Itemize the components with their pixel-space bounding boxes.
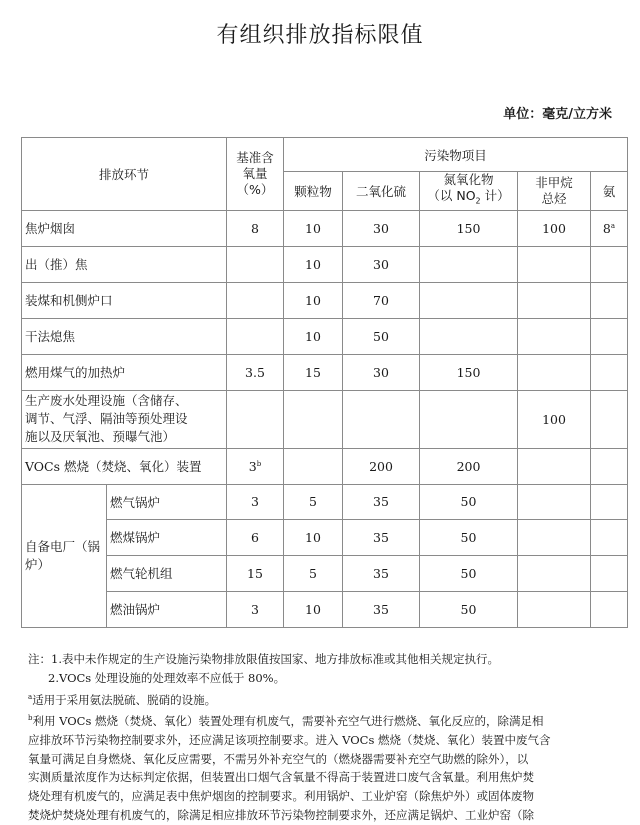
cell-oxygen: 6 <box>227 519 284 555</box>
row-name: 燃煤锅炉 <box>107 519 227 555</box>
cell-nox: 200 <box>420 448 518 484</box>
cell-pm <box>284 390 343 448</box>
cell-nox: 50 <box>420 591 518 627</box>
cell-nh3 <box>591 484 628 519</box>
col-nmhc-header <box>518 172 591 211</box>
row-name: 燃油锅炉 <box>107 591 227 627</box>
cell-nox <box>420 390 518 448</box>
row-name: 燃用煤气的加热炉 <box>22 354 227 390</box>
cell-so2: 200 <box>343 448 420 484</box>
table-row <box>22 354 628 390</box>
table-row <box>22 519 628 555</box>
cell-oxygen: 3.5 <box>227 354 284 390</box>
cell-nmhc <box>518 448 591 484</box>
unit-label: 单位：毫克/立方米 <box>503 107 612 122</box>
cell-oxygen: 3 <box>227 591 284 627</box>
oxygen-header-line1: 基准含 <box>236 149 274 165</box>
cell-pm: 10 <box>284 210 343 246</box>
table-row <box>22 210 628 246</box>
process-header: 排放环节 <box>22 138 227 211</box>
cell-so2: 30 <box>343 246 420 282</box>
cell-nox: 50 <box>420 555 518 591</box>
oxygen-header-line2: 氧量 <box>242 165 268 181</box>
cell-nh3: 8$^a$ <box>591 210 628 246</box>
cell-pm: 10 <box>284 519 343 555</box>
footnote-b-line: 氧量可满足自身燃烧、氧化反应需要，不需另外补充空气的（燃烧器需要补充空气助燃的除外），以 <box>28 751 529 766</box>
row-name-line: 施以及厌氧池、预曝气池） <box>25 429 176 444</box>
nmhc-header-line2: 总烃 <box>541 190 567 206</box>
footnote-b-line: 烧处理有机废气的，应满足表中焦炉烟囱的控制要求。利用锅炉、工业炉窑（除焦炉外）或固体废物 <box>28 789 534 804</box>
footnote-b-line: $^b$利用 VOCs 燃烧（焚烧、氧化）装置处理有机废气，需要补充空气进行燃烧、氧化反应的，除满足相 <box>28 714 544 729</box>
cell-nh3 <box>591 354 628 390</box>
table-row <box>22 246 628 282</box>
cell-nh3 <box>591 555 628 591</box>
cell-pm <box>284 448 343 484</box>
row-name: 装煤和机侧炉口 <box>22 282 227 318</box>
cell-oxygen <box>227 318 284 354</box>
cell-oxygen: 3 <box>227 484 284 519</box>
cell-nh3 <box>591 519 628 555</box>
header-row <box>22 138 628 172</box>
cell-nmhc <box>518 519 591 555</box>
nox-header-line1: 氮氧化物 <box>443 172 494 187</box>
table-row <box>22 390 628 448</box>
cell-nmhc <box>518 282 591 318</box>
cell-nh3 <box>591 282 628 318</box>
row-name: 干法熄焦 <box>22 318 227 354</box>
row-name: 焦炉烟囱 <box>22 210 227 246</box>
cell-nox <box>420 282 518 318</box>
row-name-line: 调节、气浮、隔油等预处理设 <box>25 411 188 426</box>
note-2: 2.VOCs 处理设施的处理效率不应低于 80%。 <box>48 670 286 685</box>
cell-so2: 35 <box>343 555 420 591</box>
cell-nox: 50 <box>420 519 518 555</box>
cell-nmhc: 100 <box>518 390 591 448</box>
col-so2-header: 二氧化硫 <box>343 172 420 211</box>
nmhc-header-line1: 非甲烷 <box>535 174 573 190</box>
power-group-name <box>22 484 107 627</box>
cell-pm: 15 <box>284 354 343 390</box>
col-pm-header: 颗粒物 <box>284 172 343 211</box>
col-nh3-header: 氨 <box>591 172 628 211</box>
cell-nox <box>420 318 518 354</box>
cell-oxygen: 15 <box>227 555 284 591</box>
cell-nmhc <box>518 591 591 627</box>
cell-so2 <box>343 390 420 448</box>
table-row <box>22 555 628 591</box>
cell-so2: 35 <box>343 484 420 519</box>
cell-nh3 <box>591 318 628 354</box>
cell-oxygen: 3$^b$ <box>227 448 284 484</box>
cell-so2: 70 <box>343 282 420 318</box>
footnote-b-line: 实测质量浓度作为达标判定依据，但装置出口烟气含氧量不得高于装置进口废气含氧量。利用焦炉焚 <box>28 770 534 785</box>
cell-oxygen <box>227 246 284 282</box>
cell-pm: 10 <box>284 282 343 318</box>
cell-nh3 <box>591 591 628 627</box>
cell-oxygen: 8 <box>227 210 284 246</box>
cell-pm: 5 <box>284 484 343 519</box>
row-name <box>22 390 227 448</box>
table-row <box>22 484 628 519</box>
power-group-line: 自备电厂（锅 <box>25 538 101 554</box>
power-group-line: 炉） <box>25 556 51 572</box>
cell-nmhc <box>518 318 591 354</box>
cell-nmhc <box>518 484 591 519</box>
pollutants-header: 污染物项目 <box>284 138 628 172</box>
cell-so2: 35 <box>343 591 420 627</box>
cell-pm: 10 <box>284 246 343 282</box>
cell-so2: 50 <box>343 318 420 354</box>
cell-nh3 <box>591 390 628 448</box>
nox-header-line2: （以 $NO_2$ 计） <box>427 188 510 206</box>
table-row <box>22 282 628 318</box>
table-row <box>22 591 628 627</box>
footnote-a: $^a$适用于采用氨法脱硫、脱硝的设施。 <box>28 692 217 707</box>
cell-nh3 <box>591 448 628 484</box>
cell-oxygen <box>227 390 284 448</box>
row-name: 燃气轮机组 <box>107 555 227 591</box>
cell-nox: 150 <box>420 354 518 390</box>
oxygen-header <box>227 138 284 211</box>
emission-limits-table <box>21 137 628 628</box>
cell-nox: 150 <box>420 210 518 246</box>
cell-pm: 10 <box>284 318 343 354</box>
table-notes <box>28 650 618 825</box>
cell-nmhc <box>518 555 591 591</box>
row-name-line: 生产废水处理设施（含储存、 <box>25 393 188 408</box>
cell-so2: 30 <box>343 210 420 246</box>
row-name: VOCs 燃烧（焚烧、氧化）装置 <box>22 448 227 484</box>
cell-nox <box>420 246 518 282</box>
row-name: 燃气锅炉 <box>107 484 227 519</box>
cell-nh3 <box>591 246 628 282</box>
cell-nmhc <box>518 354 591 390</box>
oxygen-header-line3: （%） <box>236 181 274 197</box>
cell-nox: 50 <box>420 484 518 519</box>
footnote-b-line: 焚烧炉焚烧处理有机废气的，除满足相应排放环节污染物控制要求外，还应满足锅炉、工业炉窑（除 <box>28 808 534 823</box>
col-nox-header <box>420 172 518 211</box>
table-row <box>22 318 628 354</box>
cell-pm: 10 <box>284 591 343 627</box>
note-1: 注：1.表中未作规定的生产设施污染物排放限值按国家、地方排放标准或其他相关规定执行。 <box>28 652 499 666</box>
cell-pm: 5 <box>284 555 343 591</box>
page-title: 有组织排放指标限值 <box>216 23 424 48</box>
cell-so2: 35 <box>343 519 420 555</box>
table-row <box>22 448 628 484</box>
cell-so2: 30 <box>343 354 420 390</box>
cell-nmhc: 100 <box>518 210 591 246</box>
footnote-b-line: 应排放环节污染物控制要求外，还应满足该项控制要求。进入 VOCs 燃烧（焚烧、氧化）装置中废气含 <box>28 732 551 747</box>
row-name: 出（推）焦 <box>22 246 227 282</box>
cell-nmhc <box>518 246 591 282</box>
cell-oxygen <box>227 282 284 318</box>
